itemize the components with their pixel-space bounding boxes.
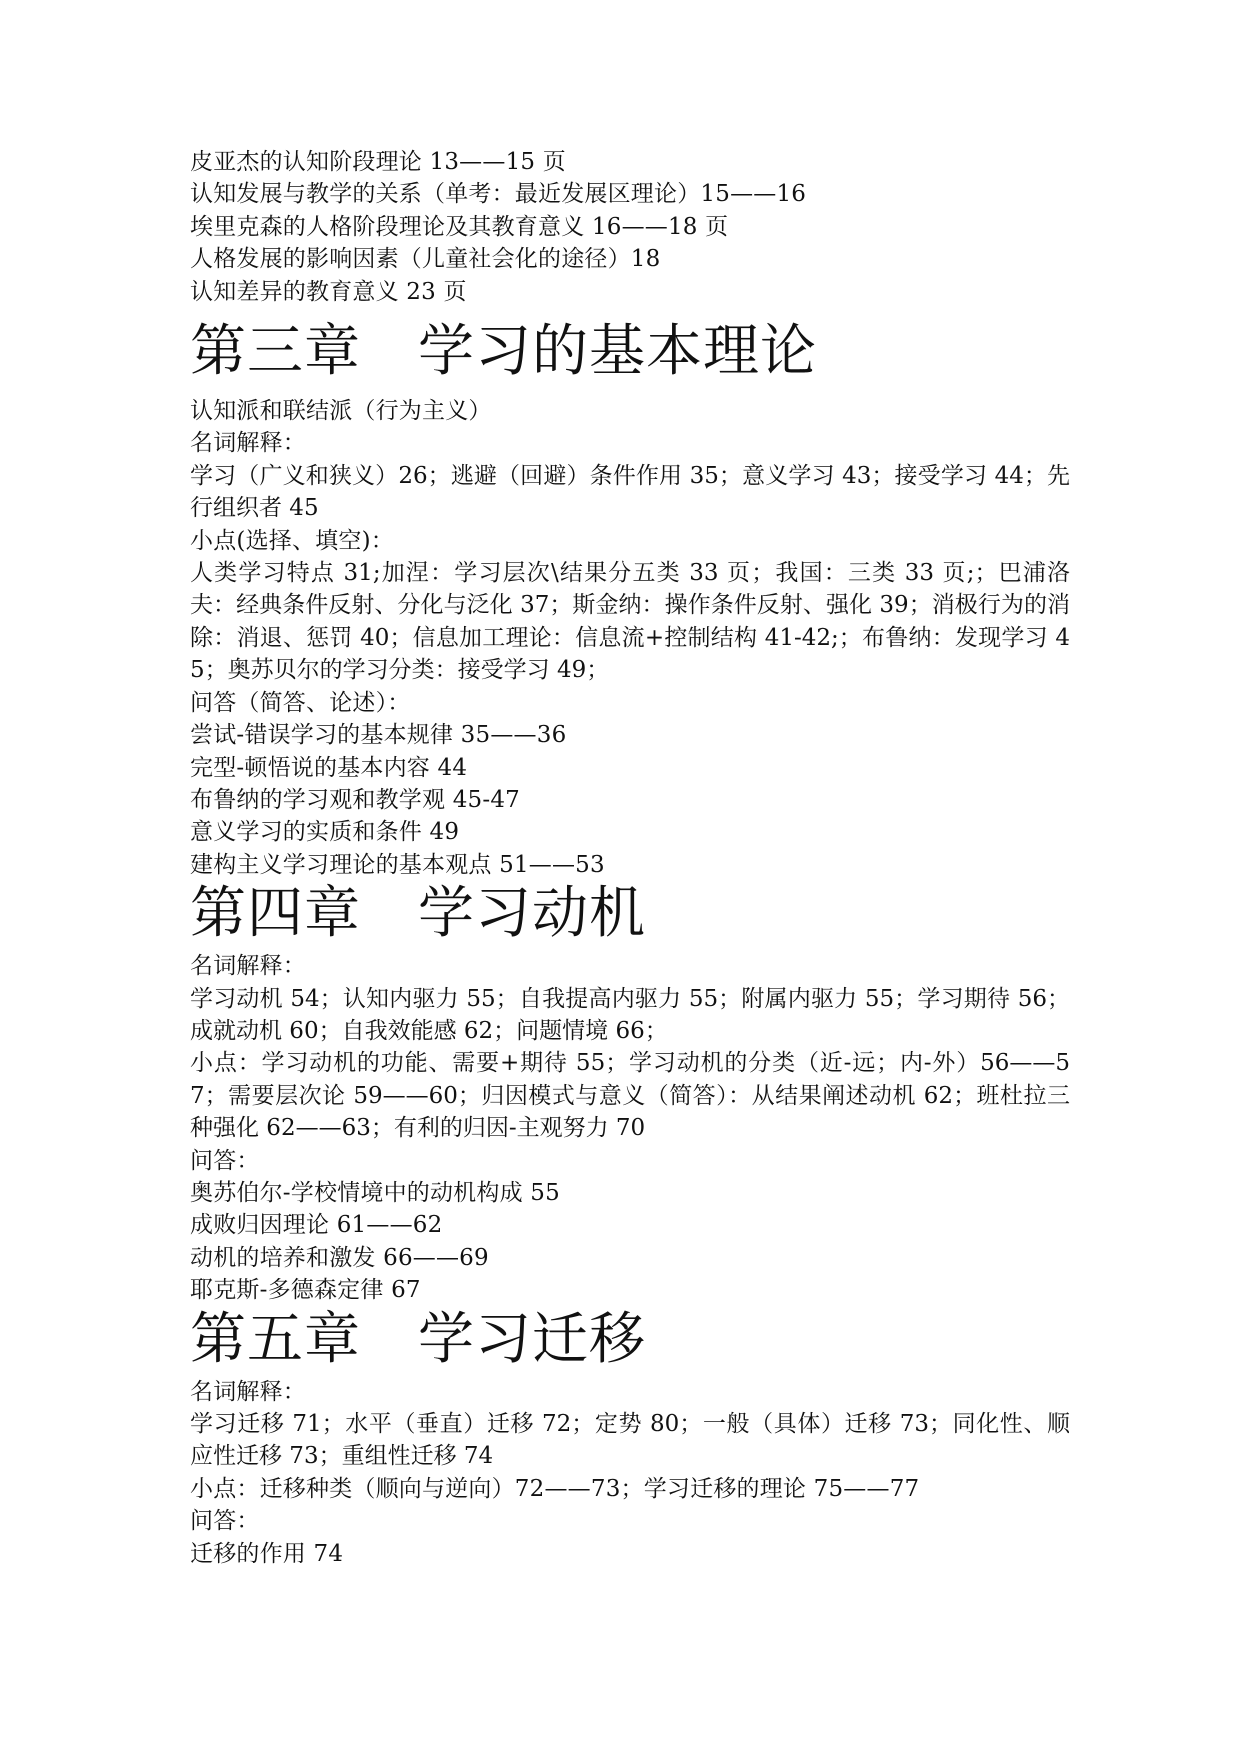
intro-section <box>190 146 1070 308</box>
chapter-3-section <box>190 319 1070 881</box>
qa-label: 问答（简答、论述）： <box>190 689 411 716</box>
qa-item: 迁移的作用 74 <box>190 1540 344 1567</box>
intro-line: 人格发展的影响因素（儿童社会化的途径）18 <box>190 246 661 273</box>
terms-text: 学习迁移 71；水平（垂直）迁移 72；定势 80；一般（具体）迁移 73；同化性、顺应性迁移 73；重组性迁移 74 <box>190 1411 1070 1470</box>
points-label: 小点(选择、填空)： <box>190 527 394 554</box>
points-text: 小点：迁移种类（顺向与逆向）72——73；学习迁移的理论 75——77 <box>190 1475 920 1502</box>
qa-label: 问答： <box>190 1147 260 1174</box>
chapter-3-subtitle: 认知派和联结派（行为主义） <box>190 398 492 425</box>
qa-label: 问答： <box>190 1508 260 1535</box>
terms-label: 名词解释： <box>190 953 306 980</box>
intro-line: 认知差异的教育意义 23 页 <box>190 278 467 305</box>
qa-item: 布鲁纳的学习观和教学观 45-47 <box>190 786 521 813</box>
qa-item: 尝试-错误学习的基本规律 35——36 <box>190 722 567 749</box>
points-text: 小点：学习动机的功能、需要+期待 55；学习动机的分类（近-远；内-外）56——57；需要层次论 59——60；归因模式与意义（简答）：从结果阐述动机 62；班杜拉三种强化 62——63；有利的归因-主观努力 70 <box>190 1050 1070 1142</box>
qa-item: 耶克斯-多德森定律 67 <box>190 1277 421 1304</box>
chapter-5-title: 第五章 学习迁移 <box>190 1306 646 1372</box>
qa-item: 奥苏伯尔-学校情境中的动机构成 55 <box>190 1179 560 1206</box>
chapter-4-title: 第四章 学习动机 <box>190 881 646 947</box>
intro-line: 皮亚杰的认知阶段理论 13——15 页 <box>190 149 566 175</box>
terms-text: 学习（广义和狭义）26；逃避（回避）条件作用 35；意义学习 43；接受学习 44；先行组织者 45 <box>190 462 1070 522</box>
terms-text: 学习动机 54；认知内驱力 55；自我提高内驱力 55；附属内驱力 55；学习期待 56；成就动机 60；自我效能感 62；问题情境 66； <box>190 985 1070 1044</box>
chapter-4-section <box>190 881 1070 1306</box>
terms-label: 名词解释： <box>190 1378 306 1405</box>
intro-line: 认知发展与教学的关系（单考：最近发展区理论）15——16 <box>190 181 807 208</box>
qa-item: 完型-顿悟说的基本内容 44 <box>190 754 468 781</box>
chapter-3-title: 第三章 学习的基本理论 <box>190 319 817 385</box>
document-page <box>190 146 1070 1570</box>
chapter-5-section <box>190 1306 1070 1570</box>
qa-item: 建构主义学习理论的基本观点 51——53 <box>190 851 605 878</box>
qa-item: 意义学习的实质和条件 49 <box>190 819 460 846</box>
points-text: 人类学习特点 31;加涅：学习层次\结果分五类 33 页；我国：三类 33 页;；巴浦洛夫：经典条件反射、分化与泛化 37；斯金纳：操作条件反射、强化 39；消极行为的消除：消退、惩罚 40；信息加工理论：信息流+控制结构 41-42;；布鲁纳：发现学习 45；奥苏贝尔的学习分类：接受学习 49； <box>190 560 1070 684</box>
qa-item: 动机的培养和激发 66——69 <box>190 1244 489 1271</box>
qa-item: 成败归因理论 61——62 <box>190 1212 443 1239</box>
intro-line: 埃里克森的人格阶段理论及其教育意义 16——18 页 <box>190 213 729 240</box>
terms-label: 名词解释： <box>190 430 306 457</box>
